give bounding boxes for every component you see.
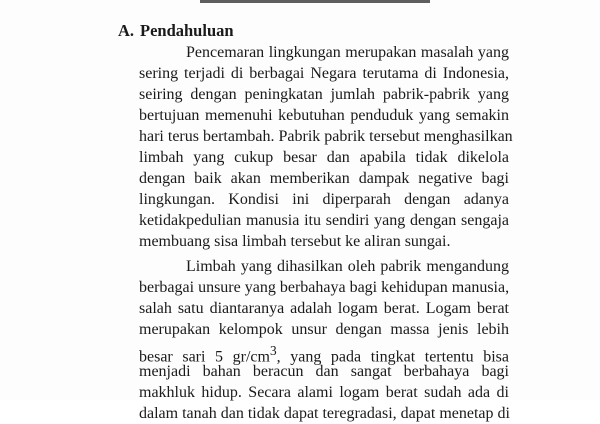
paragraph-line: berbagai unsure yang berbahaya bagi kehidupan manusia,: [139, 279, 510, 296]
density-text-after: , yang pada tingkat tertentu bisa: [276, 348, 509, 366]
paragraph-line: hari terus bertambah. Pabrik pabrik tersebut menghasilkan: [139, 128, 513, 145]
paragraph-line: makhluk hidup. Secara alami logam berat sudah ada di: [139, 384, 509, 401]
paragraph-line: Pencemaran lingkungan merupakan masalah yang: [186, 44, 509, 61]
paragraph-line: dengan baik akan memberikan dampak negative bagi: [139, 170, 509, 187]
paragraph-line: sering terjadi di berbagai Negara terutama di Indonesia,: [139, 65, 509, 82]
section-heading: [118, 20, 234, 42]
cropped-title-fragment: [200, 0, 430, 3]
paragraph-line: ketidakpedulian manusia itu sendiri yang dengan sengaja: [139, 212, 509, 229]
paragraph-line: Limbah yang dihasilkan oleh pabrik mengandung: [186, 258, 509, 275]
section-number: A.: [118, 21, 135, 40]
superscript-exponent: 3: [269, 343, 277, 358]
density-text-before: besar sari 5 gr/cm: [139, 348, 270, 366]
paragraph-line: dalam tanah dan tidak dapat teregradasi, dapat menetap di: [139, 405, 510, 422]
paragraph-line: salah satu diantaranya adalah logam berat. Logam berat: [139, 300, 509, 317]
paragraph-line: menjadi bahan beracun dan sangat berbahaya bagi: [139, 363, 509, 380]
paragraph-line: seiring dengan peningkatan jumlah pabrik-pabrik yang: [139, 86, 509, 103]
section-title: Pendahuluan: [140, 21, 234, 40]
paragraph-line: limbah yang cukup besar dan apabila tidak dikelola: [139, 149, 509, 166]
paragraph-line: bertujuan memenuhi kebutuhan penduduk yang semakin: [139, 107, 509, 124]
paragraph-line: merupakan kelompok unsur dengan massa jenis lebih: [139, 321, 509, 338]
paragraph-line: lingkungan. Kondisi ini diperparah dengan adanya: [139, 191, 509, 208]
paragraph-line: membuang sisa limbah tersebut ke aliran sungai.: [139, 233, 451, 250]
